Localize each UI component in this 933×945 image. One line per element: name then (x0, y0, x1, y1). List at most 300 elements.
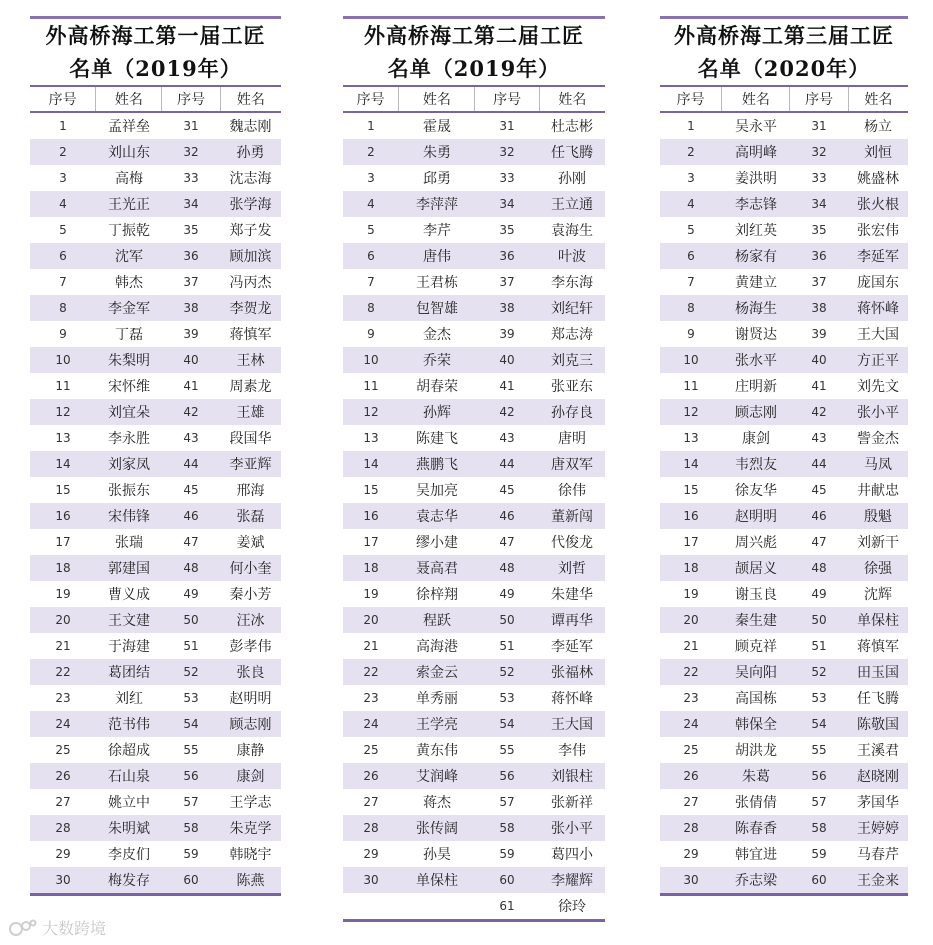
row-index: 5 (687, 223, 695, 237)
row-index: 2 (687, 145, 695, 159)
row-index: 24 (55, 717, 71, 731)
table-row (660, 789, 908, 815)
row-name: 葛团结 (108, 665, 150, 681)
table-row (660, 113, 908, 139)
table-header (30, 85, 281, 113)
row-name: 姜洪明 (735, 171, 777, 187)
row-index: 34 (811, 197, 827, 211)
row-index: 28 (55, 821, 71, 835)
row-name: 蒋怀峰 (551, 691, 593, 707)
table-row (30, 659, 281, 685)
row-index (343, 893, 399, 919)
table-row (30, 243, 281, 269)
header-index: 序号 (162, 87, 220, 111)
table-row (343, 113, 605, 139)
row-index: 43 (183, 431, 199, 445)
row-name: 张良 (236, 665, 265, 681)
row-name: 彭孝伟 (229, 639, 272, 655)
row-index: 3 (687, 171, 695, 185)
row-index: 37 (183, 275, 199, 289)
row-name: 葛四小 (551, 847, 593, 863)
row-name: 袁海生 (551, 223, 593, 239)
row-name: 朱明斌 (108, 821, 150, 837)
row-index: 31 (183, 119, 199, 133)
table-row (30, 191, 281, 217)
row-name: 康剑 (236, 769, 265, 785)
table-row (660, 477, 908, 503)
row-name: 李贺龙 (229, 301, 272, 317)
row-index: 22 (363, 665, 379, 679)
row-index: 21 (683, 639, 699, 653)
row-name: 高海港 (416, 639, 458, 655)
row-name: 姜斌 (236, 535, 265, 551)
row-name: 张新祥 (551, 795, 593, 811)
row-name: 秦小芳 (229, 587, 272, 603)
row-index: 13 (683, 431, 699, 445)
row-index: 24 (363, 717, 379, 731)
row-index: 42 (499, 405, 515, 419)
row-index: 18 (363, 561, 379, 575)
table-title (30, 16, 281, 85)
row-name: 吴加亮 (416, 483, 458, 499)
row-name: 乔荣 (423, 353, 451, 369)
row-index: 2 (59, 145, 67, 159)
row-index: 39 (499, 327, 515, 341)
row-name: 谭再华 (551, 613, 593, 629)
row-name: 丁振乾 (108, 223, 150, 239)
row-name: 程跃 (423, 613, 451, 629)
row-index: 36 (183, 249, 199, 263)
row-name: 王溪君 (857, 743, 899, 759)
row-index: 42 (183, 405, 199, 419)
row-index: 32 (499, 145, 515, 159)
row-index: 37 (811, 275, 827, 289)
row-index: 41 (811, 379, 827, 393)
row-name: 任飞腾 (857, 691, 899, 707)
row-name: 蒋慎军 (857, 639, 899, 655)
row-name: 张学海 (229, 197, 272, 213)
table-row (30, 347, 281, 373)
table-row (30, 867, 281, 893)
row-index: 11 (363, 379, 379, 393)
row-name: 唐双军 (551, 457, 593, 473)
row-name: 刘红 (115, 691, 143, 707)
row-name: 吴永平 (735, 119, 777, 135)
table-row (660, 165, 908, 191)
row-index: 3 (59, 171, 67, 185)
row-index: 26 (363, 769, 379, 783)
row-name: 赵明明 (735, 509, 777, 525)
row-name: 康剑 (742, 431, 770, 447)
row-name: 黄东伟 (416, 743, 458, 759)
table-row (660, 451, 908, 477)
row-name: 沈志海 (229, 171, 272, 187)
row-name: 何小奎 (229, 561, 272, 577)
table-row (660, 503, 908, 529)
row-name: 李延军 (857, 249, 899, 265)
table-title-line-2: 名单（2019年） (69, 56, 242, 81)
row-index: 55 (183, 743, 199, 757)
table-row (30, 217, 281, 243)
table-row (30, 529, 281, 555)
row-name: 叶波 (558, 249, 586, 265)
table-bottom-rule (660, 893, 908, 896)
row-name: 汪冰 (236, 613, 265, 629)
row-index: 23 (683, 691, 699, 705)
row-index: 48 (499, 561, 515, 575)
row-index: 57 (811, 795, 827, 809)
row-index: 11 (55, 379, 71, 393)
row-name: 刘家凤 (108, 457, 150, 473)
row-index: 3 (367, 171, 375, 185)
row-index: 57 (183, 795, 199, 809)
row-index: 10 (363, 353, 379, 367)
row-name: 井献忠 (857, 483, 899, 499)
row-name: 宋怀维 (108, 379, 150, 395)
header-name: 姓名 (399, 87, 475, 111)
row-index: 35 (183, 223, 199, 237)
row-index: 16 (683, 509, 699, 523)
table-row (343, 607, 605, 633)
table-row (343, 399, 605, 425)
table-bottom-rule (30, 893, 281, 896)
row-index: 30 (683, 873, 699, 887)
row-index: 14 (363, 457, 379, 471)
table-row (660, 139, 908, 165)
row-name: 刘哲 (558, 561, 586, 577)
row-index: 53 (811, 691, 827, 705)
table-row (343, 789, 605, 815)
row-index: 54 (499, 717, 515, 731)
row-index: 20 (363, 613, 379, 627)
row-index: 1 (367, 119, 375, 133)
row-index: 59 (499, 847, 515, 861)
craftsman-table-3 (660, 16, 908, 896)
row-name: 任飞腾 (551, 145, 593, 161)
row-name: 李志锋 (735, 197, 777, 213)
row-index: 44 (183, 457, 199, 471)
row-name: 姚立中 (108, 795, 150, 811)
row-index: 51 (499, 639, 515, 653)
row-name: 李耀辉 (551, 873, 593, 889)
row-index: 55 (811, 743, 827, 757)
row-index: 46 (811, 509, 827, 523)
table-row (343, 737, 605, 763)
row-index: 58 (811, 821, 827, 835)
table-row (343, 217, 605, 243)
row-index: 15 (55, 483, 71, 497)
row-index: 13 (363, 431, 379, 445)
table-row (660, 269, 908, 295)
row-index: 15 (683, 483, 699, 497)
row-index: 8 (687, 301, 695, 315)
row-name: 沈辉 (864, 587, 892, 603)
table-row (30, 165, 281, 191)
row-index: 31 (811, 119, 827, 133)
table-row (343, 763, 605, 789)
row-name: 张火根 (857, 197, 899, 213)
row-name: 杨立 (864, 119, 892, 135)
row-name: 乔志梁 (735, 873, 777, 889)
row-index: 22 (683, 665, 699, 679)
row-index: 6 (687, 249, 695, 263)
row-index: 25 (55, 743, 71, 757)
row-index: 17 (683, 535, 699, 549)
row-name: 张亚东 (551, 379, 593, 395)
row-name: 张振东 (108, 483, 150, 499)
row-name: 燕鹏飞 (416, 457, 458, 473)
row-name: 段国华 (229, 431, 272, 447)
table-row (30, 139, 281, 165)
row-name: 徐伟 (558, 483, 586, 499)
row-index: 16 (55, 509, 71, 523)
row-name: 徐玲 (558, 899, 586, 915)
row-name: 顾克祥 (735, 639, 777, 655)
row-index: 37 (499, 275, 515, 289)
row-index: 42 (811, 405, 827, 419)
row-index: 30 (55, 873, 71, 887)
row-name (399, 893, 475, 919)
row-index: 60 (183, 873, 199, 887)
row-index: 22 (55, 665, 71, 679)
row-index: 45 (183, 483, 199, 497)
table-title-line-1: 外高桥海工第二届工匠 (364, 23, 584, 48)
craftsman-table-1 (30, 16, 281, 896)
row-name: 顾加滨 (229, 249, 272, 265)
row-name: 刘银柱 (551, 769, 593, 785)
table-row (343, 659, 605, 685)
row-index: 17 (363, 535, 379, 549)
row-name: 高梅 (115, 171, 143, 187)
row-index: 59 (811, 847, 827, 861)
row-name: 刘纪轩 (551, 301, 593, 317)
row-name: 高明峰 (735, 145, 777, 161)
row-index: 9 (59, 327, 67, 341)
row-name: 王林 (236, 353, 265, 369)
row-index: 10 (55, 353, 71, 367)
row-name: 吴向阳 (735, 665, 777, 681)
row-name: 韦烈友 (735, 457, 777, 473)
table-row (660, 607, 908, 633)
row-index: 23 (55, 691, 71, 705)
row-name: 徐友华 (735, 483, 777, 499)
row-name: 刘宜朵 (108, 405, 150, 421)
row-index: 36 (811, 249, 827, 263)
row-index: 34 (499, 197, 515, 211)
row-index: 19 (683, 587, 699, 601)
row-name: 张宏伟 (857, 223, 899, 239)
row-name: 颉居义 (735, 561, 777, 577)
row-name: 韩杰 (115, 275, 143, 291)
table-row (660, 633, 908, 659)
row-name: 徐梓翔 (416, 587, 458, 603)
row-index: 25 (683, 743, 699, 757)
row-name: 张传阔 (416, 821, 458, 837)
header-index: 序号 (30, 87, 96, 111)
row-name: 索金云 (416, 665, 458, 681)
row-index: 39 (811, 327, 827, 341)
row-name: 孙刚 (558, 171, 586, 187)
row-index: 4 (59, 197, 67, 211)
row-index: 30 (363, 873, 379, 887)
row-index: 40 (183, 353, 199, 367)
row-name: 包智雄 (416, 301, 458, 317)
table-row (660, 867, 908, 893)
row-name: 唐伟 (423, 249, 451, 265)
row-index: 44 (811, 457, 827, 471)
row-name: 袁志华 (416, 509, 458, 525)
row-index: 16 (363, 509, 379, 523)
table-row (343, 165, 605, 191)
row-index: 46 (499, 509, 515, 523)
row-name: 李伟 (558, 743, 586, 759)
row-index: 33 (499, 171, 515, 185)
table-row (343, 555, 605, 581)
table-row (30, 815, 281, 841)
table-row (343, 191, 605, 217)
row-name: 张倩倩 (735, 795, 777, 811)
table-row (660, 425, 908, 451)
row-index: 6 (59, 249, 67, 263)
table-row (660, 373, 908, 399)
row-index: 26 (55, 769, 71, 783)
row-name: 蒋杰 (423, 795, 451, 811)
row-index: 50 (499, 613, 515, 627)
row-name: 张水平 (735, 353, 777, 369)
row-index: 25 (363, 743, 379, 757)
row-name: 李金军 (108, 301, 150, 317)
row-index: 61 (499, 899, 515, 913)
row-name: 刘先文 (857, 379, 899, 395)
row-name: 范书伟 (108, 717, 150, 733)
table-row (30, 373, 281, 399)
table-bottom-rule (343, 919, 605, 922)
table-row (660, 737, 908, 763)
table-row (343, 269, 605, 295)
row-name: 梅发存 (108, 873, 150, 889)
row-index: 36 (499, 249, 515, 263)
row-index: 35 (811, 223, 827, 237)
header-name: 姓名 (864, 92, 893, 108)
row-name: 谢贤达 (735, 327, 777, 343)
row-name: 韩保全 (735, 717, 777, 733)
row-index: 56 (183, 769, 199, 783)
table-title-line-2: 名单（2020年） (697, 56, 871, 81)
row-index: 29 (55, 847, 71, 861)
row-name: 李亚辉 (229, 457, 272, 473)
row-index: 23 (363, 691, 379, 705)
row-index: 52 (811, 665, 827, 679)
craftsman-table-2 (343, 16, 605, 922)
row-index: 47 (811, 535, 827, 549)
table-row (30, 607, 281, 633)
row-index: 19 (363, 587, 379, 601)
table-row (660, 581, 908, 607)
header-name: 姓名 (558, 92, 587, 108)
row-name: 马春芹 (857, 847, 899, 863)
row-name: 聂高君 (416, 561, 458, 577)
row-index: 41 (183, 379, 199, 393)
row-index: 4 (687, 197, 695, 211)
table-row (343, 581, 605, 607)
row-name: 高国栋 (735, 691, 777, 707)
table-row (343, 685, 605, 711)
row-index: 38 (811, 301, 827, 315)
row-name: 杨海生 (735, 301, 777, 317)
row-name: 单保柱 (857, 613, 899, 629)
row-index: 15 (363, 483, 379, 497)
table-row (343, 841, 605, 867)
row-index: 12 (55, 405, 71, 419)
row-name: 蒋怀峰 (857, 301, 899, 317)
row-index: 9 (687, 327, 695, 341)
row-index: 11 (683, 379, 699, 393)
row-index: 40 (499, 353, 515, 367)
row-name: 刘山东 (108, 145, 150, 161)
table-row (343, 347, 605, 373)
row-name: 李芹 (423, 223, 451, 239)
table-row (343, 633, 605, 659)
row-name: 姚盛林 (857, 171, 899, 187)
row-name: 赵明明 (229, 691, 272, 707)
table-row (30, 399, 281, 425)
row-index: 18 (683, 561, 699, 575)
row-index: 56 (811, 769, 827, 783)
row-index: 1 (687, 119, 695, 133)
row-index: 44 (499, 457, 515, 471)
row-name: 顾志刚 (229, 717, 272, 733)
table-row (660, 295, 908, 321)
row-index: 54 (811, 717, 827, 731)
table-row (343, 425, 605, 451)
header-name: 姓名 (236, 92, 265, 108)
row-index: 12 (363, 405, 379, 419)
table-row (30, 841, 281, 867)
row-index: 48 (183, 561, 199, 575)
row-name: 胡春荣 (416, 379, 458, 395)
row-index: 58 (499, 821, 515, 835)
row-name: 顾志刚 (735, 405, 777, 421)
row-name: 王金来 (857, 873, 899, 889)
row-index: 32 (811, 145, 827, 159)
row-name: 郑子发 (229, 223, 272, 239)
row-name: 李永胜 (108, 431, 150, 447)
row-index: 31 (499, 119, 515, 133)
row-index: 38 (183, 301, 199, 315)
table-row (343, 139, 605, 165)
table-row (30, 685, 281, 711)
row-name: 郑志涛 (551, 327, 593, 343)
watermark-logo-icon (8, 917, 38, 939)
row-index: 27 (363, 795, 379, 809)
row-index: 8 (367, 301, 375, 315)
row-name: 邱勇 (423, 171, 451, 187)
row-name: 胡洪龙 (735, 743, 777, 759)
row-index: 51 (811, 639, 827, 653)
row-index: 47 (499, 535, 515, 549)
table-row (660, 841, 908, 867)
row-name: 陈燕 (236, 873, 265, 889)
table-row (660, 243, 908, 269)
row-name: 陈敬国 (857, 717, 899, 733)
table-row (343, 529, 605, 555)
row-index: 18 (55, 561, 71, 575)
row-index: 12 (683, 405, 699, 419)
row-index: 24 (683, 717, 699, 731)
row-name: 庄明新 (735, 379, 777, 395)
row-index: 41 (499, 379, 515, 393)
row-index: 28 (363, 821, 379, 835)
